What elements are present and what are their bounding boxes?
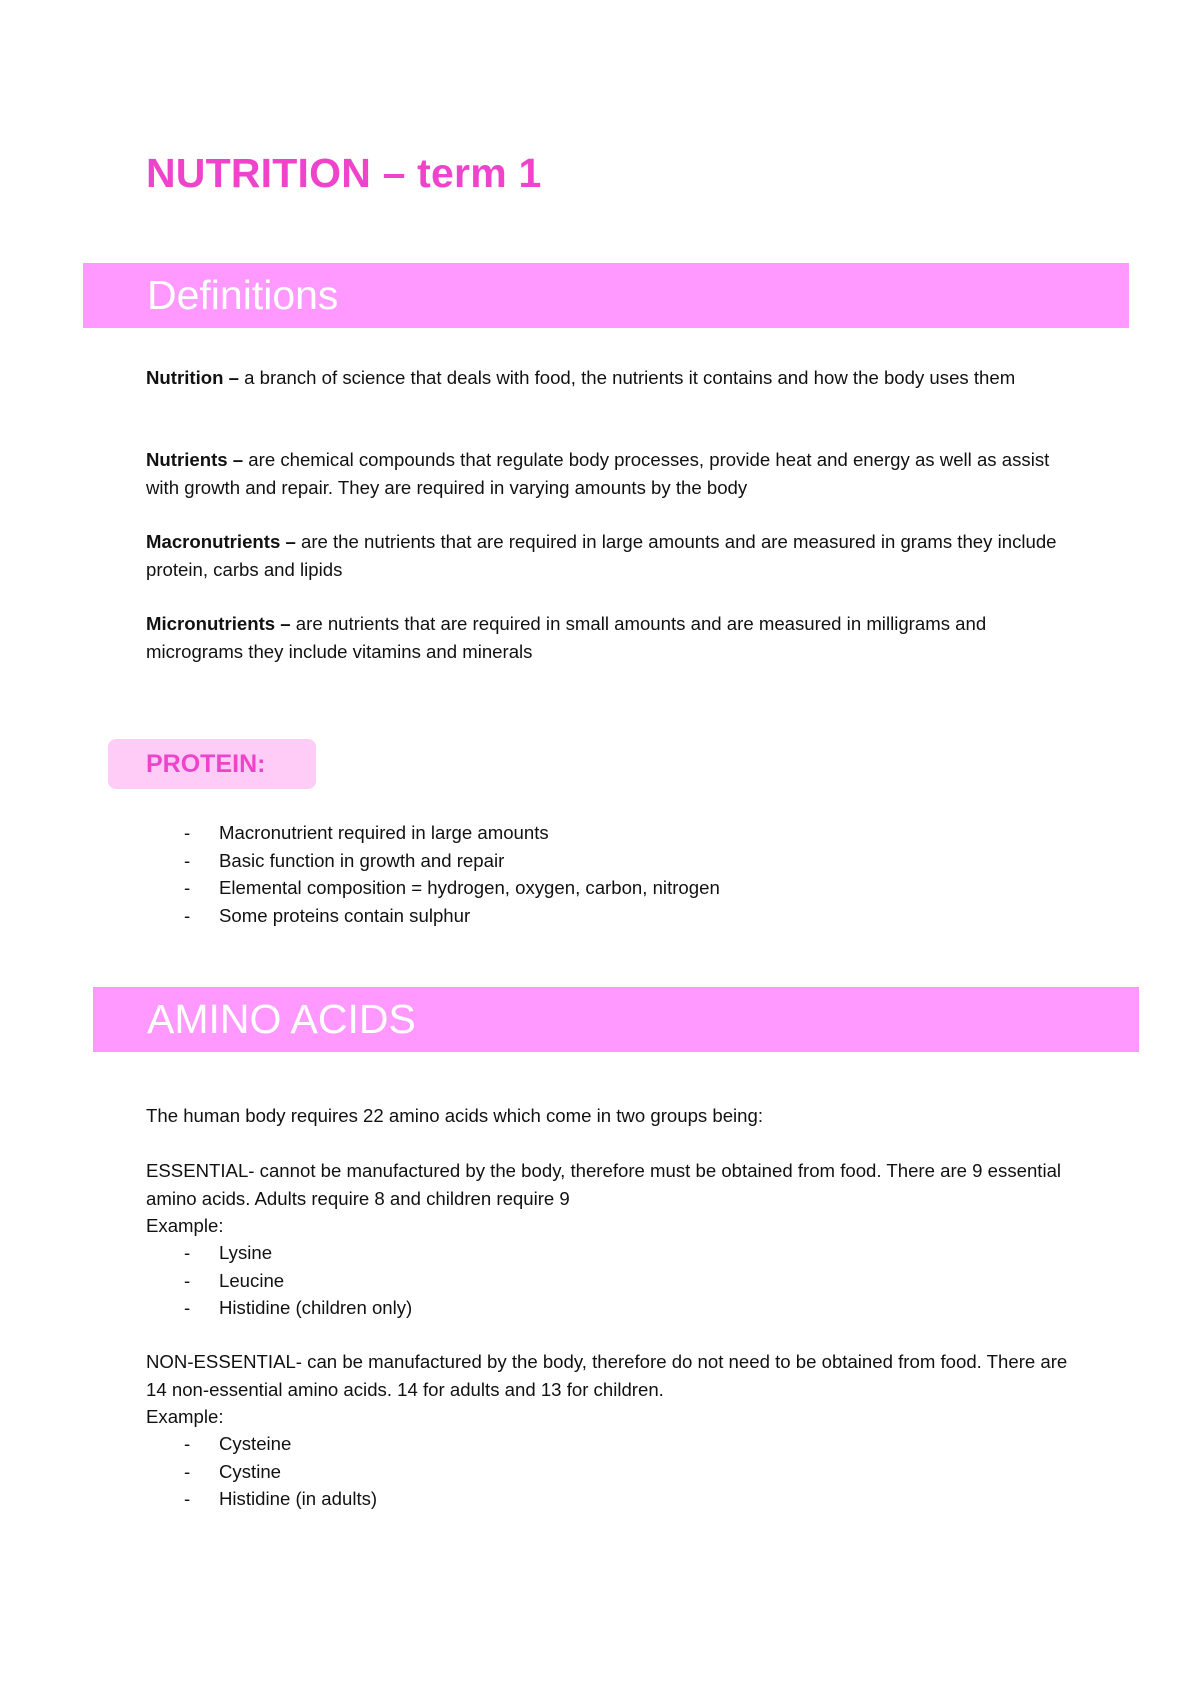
- definition-text: are chemical compounds that regulate body processes, provide heat and energy as well as assist with growth and repair. They are required in varying amounts by the body: [146, 449, 1050, 498]
- list-item-text: Cystine: [219, 1460, 282, 1482]
- list-item: [146, 902, 1046, 930]
- list-item: [146, 1239, 1046, 1267]
- list-item: [146, 1485, 1046, 1513]
- definition-nutrition: [146, 364, 1076, 392]
- bullet-dash: -: [184, 1242, 191, 1263]
- list-item-text: Histidine (children only): [219, 1297, 413, 1318]
- amino-acids-heading: AMINO ACIDS: [147, 996, 416, 1042]
- bullet-dash: -: [184, 1433, 191, 1454]
- list-item: [146, 819, 1046, 847]
- definition-macronutrients: [146, 528, 1076, 583]
- bullet-dash: -: [184, 904, 191, 926]
- list-item-text: Leucine: [219, 1269, 285, 1291]
- protein-heading: PROTEIN:: [146, 749, 266, 778]
- bullet-dash: -: [184, 1488, 191, 1509]
- bullet-dash: -: [184, 1297, 191, 1318]
- definitions-heading: Definitions: [147, 272, 339, 318]
- bullet-dash: -: [184, 1460, 191, 1482]
- list-item: [146, 847, 1046, 875]
- definition-text: a branch of science that deals with food, the nutrients it contains and how the body uses them: [238, 367, 1016, 388]
- bullet-dash: -: [184, 822, 191, 843]
- essential-example-label: Example:: [146, 1215, 224, 1236]
- definition-term: Macronutrients –: [146, 531, 296, 552]
- nonessential-description: NON-ESSENTIAL- can be manufactured by the body, therefore do not need to be obtained from food. There are 14 non-essential amino acids. 14 for adults and 13 for children.: [146, 1351, 1068, 1400]
- essential-description: ESSENTIAL- cannot be manufactured by the body, therefore must be obtained from food. There are 9 essential amino acids. Adults require 8 and children require 9: [146, 1160, 1062, 1209]
- document-title: NUTRITION – term 1: [146, 150, 542, 196]
- bullet-dash: -: [184, 1269, 191, 1291]
- bullet-dash: -: [184, 877, 191, 898]
- list-item: [146, 874, 1046, 902]
- nonessential-example-label: Example:: [146, 1406, 224, 1427]
- list-item: [146, 1294, 1046, 1322]
- list-item: [146, 1267, 1046, 1295]
- list-item-text: Macronutrient required in large amounts: [219, 822, 549, 843]
- list-item-text: Cysteine: [219, 1433, 292, 1454]
- definition-term: Nutrition –: [146, 367, 239, 388]
- definition-text: are the nutrients that are required in large amounts and are measured in grams they include protein, carbs and lipids: [146, 531, 1057, 580]
- list-item-text: Some proteins contain sulphur: [219, 904, 471, 926]
- definitions-heading-band: [83, 263, 1129, 328]
- definition-term: Micronutrients –: [146, 613, 291, 634]
- bullet-dash: -: [184, 849, 191, 871]
- list-item-text: Basic function in growth and repair: [219, 849, 505, 871]
- list-item-text: Lysine: [219, 1242, 273, 1263]
- amino-intro: The human body requires 22 amino acids which come in two groups being:: [146, 1105, 764, 1126]
- definition-micronutrients: [146, 610, 1076, 665]
- protein-bullet-list: [146, 819, 1046, 929]
- essential-example-list: [146, 1239, 1046, 1322]
- list-item-text: Elemental composition = hydrogen, oxygen, carbon, nitrogen: [219, 877, 720, 898]
- definition-text: are nutrients that are required in small amounts and are measured in milligrams and micrograms they include vitamins and minerals: [146, 613, 987, 662]
- nonessential-example-list: [146, 1430, 1046, 1513]
- protein-heading-box: [108, 739, 316, 789]
- list-item: [146, 1430, 1046, 1458]
- list-item: [146, 1458, 1046, 1486]
- definition-nutrients: [146, 446, 1076, 501]
- amino-acids-heading-band: [93, 987, 1139, 1052]
- list-item-text: Histidine (in adults): [219, 1488, 378, 1509]
- definition-term: Nutrients –: [146, 449, 244, 470]
